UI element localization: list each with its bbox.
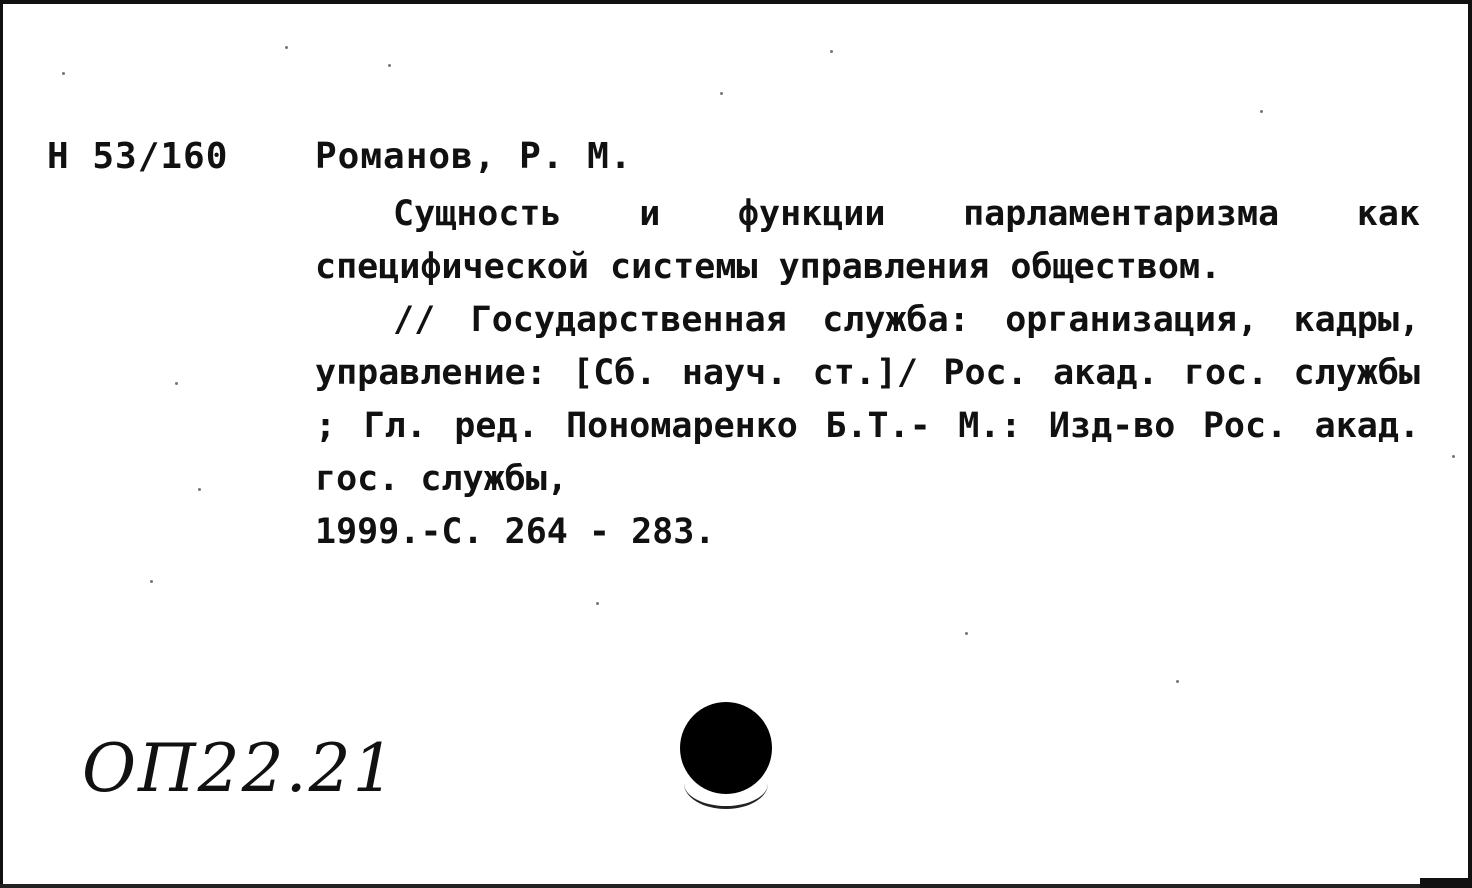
scan-speck [175, 382, 178, 385]
source-paragraph: // Государственная служба: организация, кадры, управление: [Сб. науч. ст.]/ Рос. акад. гос. службы ; Гл. ред. Пономаренко Б.Т.- М.: Изд-во Рос. акад. гос. службы, [315, 300, 1420, 499]
scan-speck [150, 580, 153, 583]
title-paragraph: Сущность и функции парламентаризма как специфической системы управления обществом. [315, 194, 1420, 287]
scan-speck [596, 602, 599, 605]
scan-speck [62, 72, 65, 75]
card-border-right [1468, 0, 1472, 888]
scan-speck [1176, 680, 1179, 683]
scan-speck [1260, 110, 1263, 113]
scan-speck [720, 92, 723, 95]
scan-speck [388, 64, 391, 67]
scan-speck [285, 46, 288, 49]
scan-speck [830, 50, 833, 53]
punch-hole-edge [684, 758, 768, 809]
card-corner-mark [1420, 878, 1472, 888]
card-border-top [0, 0, 1472, 4]
call-number: Н 53/160 [47, 136, 229, 177]
scan-speck [198, 488, 201, 491]
scan-speck [1452, 455, 1455, 458]
bibliographic-description [315, 188, 1420, 559]
handwritten-shelf-mark: ОП22.21 [82, 730, 397, 807]
scan-speck [965, 632, 968, 635]
source-pages-line: 1999.-С. 264 - 283. [315, 512, 716, 552]
card-border-bottom [0, 884, 1472, 888]
author-heading: Романов, Р. М. [315, 136, 633, 177]
card-border-left [0, 0, 3, 888]
